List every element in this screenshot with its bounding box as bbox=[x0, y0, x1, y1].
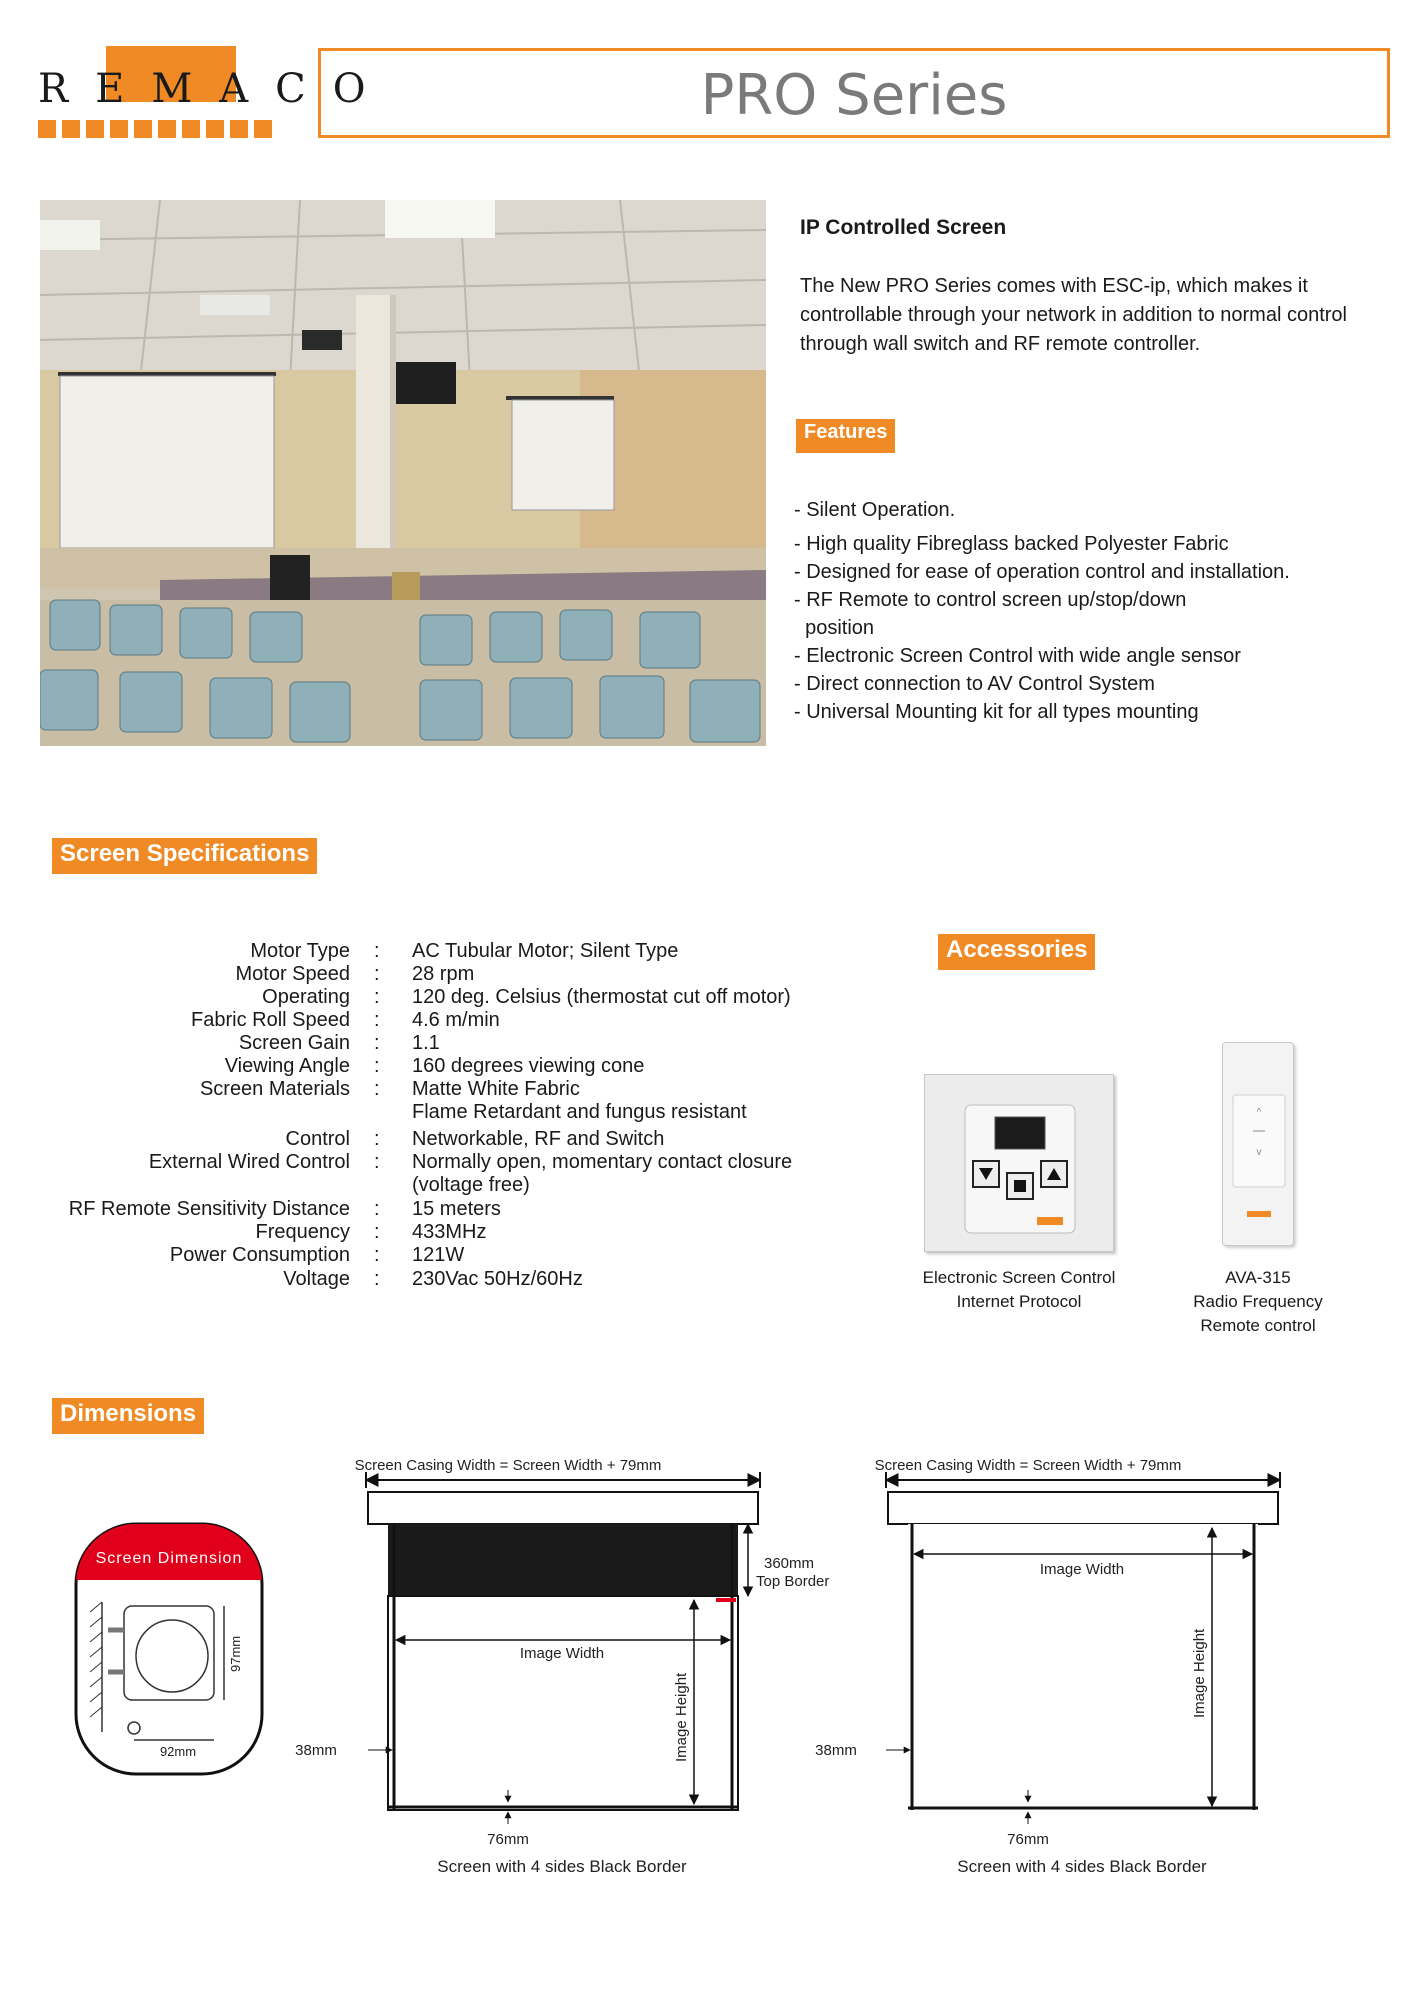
casing-label: Screen Casing Width = Screen Width + 79mm bbox=[354, 1457, 662, 1474]
product-photo bbox=[40, 200, 766, 746]
spec-value: Networkable, RF and Switch bbox=[412, 1128, 665, 1150]
logo-text: REMACO bbox=[38, 66, 393, 112]
spec-value: 160 degrees viewing cone bbox=[412, 1055, 645, 1077]
rf-remote-control bbox=[1222, 1042, 1294, 1246]
bottom-border-label: 76mm bbox=[487, 1831, 529, 1848]
spec-value: AC Tubular Motor; Silent Type bbox=[412, 940, 679, 962]
spec-label: Control bbox=[285, 1128, 350, 1150]
title-box bbox=[318, 48, 1390, 138]
spec-label: RF Remote Sensitivity Distance bbox=[68, 1198, 350, 1220]
features-list bbox=[794, 496, 1394, 726]
badge-depth: 97mm bbox=[228, 1635, 243, 1672]
feature-item: - Direct connection to AV Control System bbox=[794, 673, 1155, 695]
feature-item: - Designed for ease of operation control and installation. bbox=[794, 561, 1290, 583]
remote-caption: AVA-315 Radio Frequency Remote control bbox=[1193, 1268, 1323, 1335]
side-border-label: 38mm bbox=[815, 1742, 857, 1759]
top-border-value: 360mm bbox=[764, 1555, 815, 1572]
diagram-caption: Screen with 4 sides Black Border bbox=[437, 1857, 687, 1876]
specs-heading: Screen Specifications bbox=[52, 838, 317, 874]
spec-value: 433MHz bbox=[412, 1221, 487, 1243]
badge-title: Screen Dimension bbox=[95, 1550, 243, 1567]
spec-colon: : bbox=[374, 1078, 380, 1100]
spec-label: Motor Type bbox=[250, 940, 350, 962]
spec-label: Screen Materials bbox=[199, 1078, 350, 1100]
logo-squares bbox=[38, 120, 272, 138]
intro-body: The New PRO Series comes with ESC-ip, which makes it controllable through your network in addition to normal control through wall switch and RF remote controller. bbox=[800, 275, 1347, 355]
side-border-label: 38mm bbox=[295, 1742, 337, 1759]
spec-value: Normally open, momentary contact closure bbox=[412, 1151, 793, 1173]
panel-caption: Electronic Screen Control Internet Protocol bbox=[922, 1268, 1116, 1311]
spec-label: Voltage bbox=[283, 1268, 350, 1290]
spec-value: 121W bbox=[412, 1244, 465, 1266]
spec-colon: : bbox=[374, 940, 380, 962]
screen-dimension-badge bbox=[74, 1522, 264, 1776]
spec-label: Motor Speed bbox=[235, 963, 350, 985]
dimensions-heading: Dimensions bbox=[52, 1398, 204, 1434]
spec-colon: : bbox=[374, 986, 380, 1008]
spec-label: Viewing Angle bbox=[224, 1055, 350, 1077]
dimension-diagram-left bbox=[295, 1452, 830, 1892]
diagram-caption: Screen with 4 sides Black Border bbox=[957, 1857, 1207, 1876]
feature-item: - Silent Operation. bbox=[794, 499, 956, 521]
feature-item: - High quality Fibreglass backed Polyester Fabric bbox=[794, 533, 1229, 555]
spec-value: 230Vac 50Hz/60Hz bbox=[412, 1268, 583, 1290]
bottom-border-label: 76mm bbox=[1007, 1831, 1049, 1848]
spec-label: Frequency bbox=[255, 1221, 350, 1243]
image-height-label: Image Height bbox=[1191, 1628, 1208, 1718]
image-height-label: Image Height bbox=[673, 1672, 690, 1762]
spec-value: 1.1 bbox=[412, 1032, 440, 1054]
spec-colon: : bbox=[374, 1198, 380, 1220]
spec-value: (voltage free) bbox=[412, 1174, 530, 1196]
spec-colon: : bbox=[374, 1268, 380, 1290]
spec-colon: : bbox=[374, 1055, 380, 1077]
feature-item: position bbox=[794, 617, 875, 639]
intro-title: IP Controlled Screen bbox=[800, 216, 1007, 239]
accessories-heading: Accessories bbox=[938, 934, 1095, 970]
spec-label: Screen Gain bbox=[238, 1032, 350, 1054]
spec-colon: : bbox=[374, 1032, 380, 1054]
spec-value: 120 deg. Celsius (thermostat cut off motor) bbox=[412, 986, 791, 1008]
spec-label: Power Consumption bbox=[169, 1244, 350, 1266]
casing-label: Screen Casing Width = Screen Width + 79mm bbox=[874, 1457, 1182, 1474]
badge-width: 92mm bbox=[159, 1744, 197, 1759]
spec-colon: : bbox=[374, 1244, 380, 1266]
features-heading: Features bbox=[796, 419, 895, 453]
spec-label: Operating bbox=[262, 986, 350, 1008]
svg-text:^: ^ bbox=[1256, 1107, 1262, 1118]
image-width-label: Image Width bbox=[519, 1645, 605, 1662]
spec-value: 4.6 m/min bbox=[412, 1009, 500, 1031]
electronic-screen-control-panel bbox=[924, 1074, 1114, 1252]
spec-colon: : bbox=[374, 1009, 380, 1031]
feature-item: - Universal Mounting kit for all types mounting bbox=[794, 701, 1199, 723]
spec-colon: : bbox=[374, 963, 380, 985]
spec-colon: : bbox=[374, 1221, 380, 1243]
top-border-label: Top Border bbox=[756, 1573, 830, 1590]
svg-text:v: v bbox=[1256, 1147, 1262, 1158]
spec-value: 15 meters bbox=[412, 1198, 501, 1220]
image-width-label: Image Width bbox=[1039, 1561, 1125, 1578]
spec-value: 28 rpm bbox=[412, 963, 475, 985]
spec-colon: : bbox=[374, 1151, 380, 1173]
dimension-diagram-right bbox=[815, 1452, 1262, 1892]
spec-colon: : bbox=[374, 1128, 380, 1150]
spec-value: Flame Retardant and fungus resistant bbox=[412, 1101, 747, 1123]
remaco-logo bbox=[38, 46, 393, 138]
feature-item: - RF Remote to control screen up/stop/down bbox=[794, 589, 1187, 611]
feature-item: - Electronic Screen Control with wide angle sensor bbox=[794, 645, 1241, 667]
spec-value: Matte White Fabric bbox=[412, 1078, 580, 1100]
spec-label: External Wired Control bbox=[148, 1151, 350, 1173]
spec-label: Fabric Roll Speed bbox=[191, 1009, 350, 1031]
page-title: PRO Series bbox=[700, 63, 1008, 128]
